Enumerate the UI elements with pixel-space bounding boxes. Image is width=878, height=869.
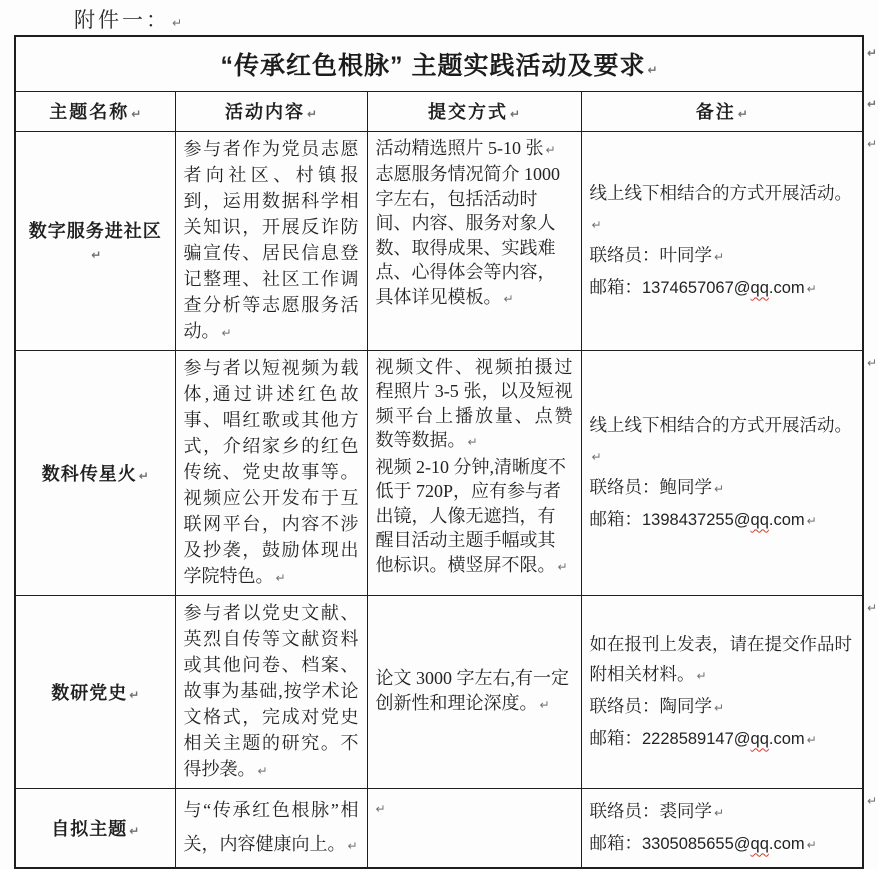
email-label: 邮箱： [589, 276, 642, 297]
header-remark [581, 91, 878, 131]
content-cell [175, 595, 367, 788]
content-cell [175, 350, 367, 595]
remark-liaison: 联络员：裘同学 [589, 800, 712, 821]
paragraph-mark: ↵ [714, 805, 725, 820]
attachment-label [74, 4, 182, 34]
remark-email-line [590, 828, 855, 860]
remark-note: 线上线下相结合的方式开展活动。 [589, 182, 852, 203]
paragraph-mark: ↵ [647, 62, 658, 77]
paragraph-mark: ↵ [806, 281, 817, 296]
content-cell [175, 788, 367, 868]
paragraph-mark: ↵ [467, 435, 478, 449]
submission-cell [367, 595, 581, 788]
theme-cell [15, 595, 175, 788]
paragraph-mark: ↵ [347, 838, 358, 853]
attachment-label-text: 附件一： [74, 8, 170, 32]
paragraph-mark: ↵ [275, 570, 286, 585]
remark-cell [581, 350, 878, 595]
row-end-mark: ↵ [866, 96, 878, 111]
table-row [15, 350, 863, 595]
email-suffix: .com [768, 278, 805, 297]
email-domain: qq [750, 510, 769, 529]
content-text: 参与者作为党员志愿者向社区、村镇报到，运用数据科学相关知识，开展反诈防骗宣传、居民信息登记整理、社区工作调查分析等志愿服务活动。 [183, 138, 359, 341]
header-submission [367, 91, 581, 131]
paragraph-mark: ↵ [257, 763, 268, 778]
header-content [175, 91, 367, 131]
header-remark-label: 备注 [695, 102, 736, 122]
paragraph-mark: ↵ [806, 732, 817, 747]
email-prefix: 3305085655@ [642, 834, 751, 853]
submission-cell [367, 131, 581, 350]
remark-email-line [590, 272, 855, 304]
header-theme [15, 91, 175, 131]
email-label: 邮箱： [589, 508, 642, 529]
content-cell [175, 131, 367, 350]
table-row [15, 788, 863, 868]
remark-note: 如在报刊上发表，请在提交作品时附相关材料。 [589, 633, 852, 684]
submission-cell [367, 350, 581, 595]
paragraph-mark: ↵ [591, 217, 602, 232]
email-suffix: .com [768, 834, 805, 853]
paragraph-mark: ↵ [714, 249, 725, 264]
email-domain: qq [750, 729, 769, 748]
email-label: 邮箱： [589, 727, 642, 748]
submission-text: 视频文件、视频拍摄过程照片 3-5 张，以及短视频平台上播放量、点赞数等数据。 [375, 356, 573, 450]
paragraph-mark: ↵ [545, 142, 556, 157]
row-end-mark: ↵ [866, 355, 878, 370]
paragraph-mark: ↵ [714, 700, 725, 715]
theme-cell [15, 350, 175, 595]
remark-cell [581, 788, 878, 868]
paragraph-mark: ↵ [806, 837, 817, 852]
paragraph-mark: ↵ [129, 823, 140, 838]
email-domain: qq [750, 278, 769, 297]
email-prefix: 1374657067@ [642, 278, 751, 297]
submission-text: 视频 2-10 分钟,清晰度不低于 720P，应有参与者出镜，人像无遮挡，有醒目活动主题手幅或其他标识。横竖屏不限。 [375, 456, 566, 575]
content-text: 参与者以党史文献、英烈自传等文献资料或其他问卷、档案、故事为基础,按学术论文格式，完成对党史相关主题的研究。不得抄袭。 [183, 602, 359, 779]
paragraph-mark: ↵ [221, 325, 232, 340]
table-row [15, 595, 863, 788]
email-label: 邮箱： [589, 832, 642, 853]
submission-text: 活动精选照片 5-10 张 [375, 137, 544, 158]
email-suffix: .com [768, 510, 805, 529]
paragraph-mark: ↵ [714, 481, 725, 496]
header-submission-label: 提交方式 [427, 102, 508, 122]
submission-text: 志愿服务情况简介 1000 字左右，包括活动时间、内容、服务对象人数、取得成果、实践难点、心得体会等内容，具体详见模板。 [375, 164, 560, 307]
theme-name: 数字服务进社区 [28, 221, 162, 241]
table-header-row [15, 91, 863, 131]
paragraph-mark: ↵ [737, 107, 748, 121]
email-prefix: 2228589147@ [642, 729, 751, 748]
paragraph-mark: ↵ [696, 668, 707, 683]
paragraph-mark: ↵ [129, 687, 140, 702]
remark-cell [581, 595, 878, 788]
remark-cell [581, 131, 878, 350]
paragraph-mark: ↵ [375, 801, 386, 816]
submission-cell [367, 788, 581, 868]
paragraph-mark: ↵ [557, 559, 568, 574]
submission-text: 论文 3000 字左右,有一定创新性和理论深度。 [375, 668, 569, 713]
content-text: 与“传承红色根脉”相关，内容健康向上。 [183, 799, 359, 854]
row-end-mark: ↵ [866, 46, 878, 60]
activities-table [14, 35, 878, 869]
remark-liaison: 联络员：鲍同学 [589, 476, 712, 497]
remark-liaison: 联络员：陶同学 [589, 695, 712, 716]
table-title: “传承红色根脉” 主题实践活动及要求 [220, 51, 646, 80]
theme-name: 数研党史 [51, 682, 128, 703]
theme-cell [15, 131, 175, 350]
paragraph-mark: ↵ [539, 697, 550, 712]
email-domain: qq [750, 834, 769, 853]
header-theme-label: 主题名称 [49, 102, 130, 122]
header-content-label: 活动内容 [224, 102, 305, 122]
email-prefix: 1398437255@ [642, 510, 751, 529]
theme-name: 数科传星火 [41, 463, 137, 484]
remark-note: 线上线下相结合的方式开展活动。 [589, 414, 852, 435]
paragraph-mark: ↵ [138, 468, 149, 483]
remark-email-line [590, 723, 855, 755]
remark-liaison: 联络员：叶同学 [589, 244, 712, 265]
paragraph-mark: ↵ [591, 449, 602, 464]
row-end-mark: ↵ [866, 793, 878, 808]
paragraph-mark: ↵ [503, 291, 514, 306]
paragraph-mark: ↵ [131, 107, 142, 121]
remark-email-line [590, 504, 855, 536]
table-row [15, 131, 863, 350]
table-title-row [15, 36, 863, 91]
paragraph-mark: ↵ [91, 248, 102, 262]
row-end-mark: ↵ [866, 600, 878, 615]
content-text: 参与者以短视频为载体,通过讲述红色故事、唱红歌或其他方式，介绍家乡的红色传统、党史故事等。视频应公开发布于互联网平台，内容不涉及抄袭，鼓励体现出学院特色。 [183, 357, 359, 586]
paragraph-mark: ↵ [806, 513, 817, 528]
theme-name: 自拟主题 [51, 818, 128, 839]
row-end-mark: ↵ [866, 136, 878, 151]
theme-cell [15, 788, 175, 868]
paragraph-mark: ↵ [509, 107, 521, 121]
paragraph-mark: ↵ [306, 107, 318, 121]
email-suffix: .com [768, 729, 805, 748]
paragraph-mark: ↵ [172, 16, 183, 30]
table-title-cell [15, 36, 878, 91]
